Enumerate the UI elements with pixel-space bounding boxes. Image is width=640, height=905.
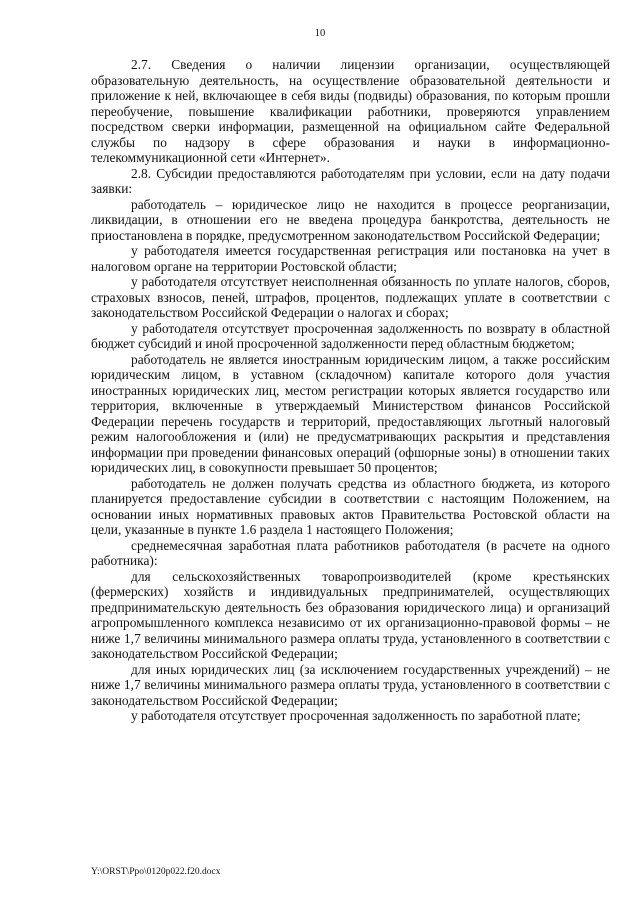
condition-budget-funds: работодатель не должен получать средства из областного бюджета, из которого планируется предоставление субсидии в соответствии с настоящим Положением, на основании иных нормативных правовых актов Правительства Ростовской области на цели, указанные в пункте 1.6 раздела 1 настоящего Положения; <box>91 475 610 537</box>
footer-file-path: Y:\ORST\Ppo\0120p022.f20.docx <box>91 867 221 877</box>
salary-agricultural: для сельскохозяйственных товаропроизводителей (кроме крестьянских (фермерских) хозяйств и индивидуальных предпринимателей, осуществляющих предпринимательскую деятельность без образования юридического лица) и организаций агропромышленного комплекса независимо от их организационно-правовой формы – не ниже 1,7 величины минимального размера оплаты труда, установленного в соответствии с законодательством Российской Федерации; <box>91 568 610 661</box>
condition-foreign-entity: работодатель не является иностранным юридическим лицом, а также российским юридическим лицом, в уставном (складочном) капитале которого доля участия иностранных юридических лиц, местом регистрации которых является государство или территория, включенные в утверждаемый Министерством финансов Российской Федерации перечень государств и территорий, предоставляющих льготный налоговый режим налогообложения и (или) не предусматривающих раскрытия и представления информации при проведении финансовых операций (офшорные зоны) в отношении таких юридических лиц, в совокупности превышает 50 процентов; <box>91 351 610 475</box>
condition-salary-debt: у работодателя отсутствует просроченная задолженность по заработной плате; <box>131 708 581 723</box>
condition-tax-obligations: у работодателя отсутствует неисполненная обязанность по уплате налогов, сборов, страховых взносов, пеней, штрафов, процентов, подлежащих уплате в соответствии с законодательством Российской Федерации о налогах и сборах; <box>91 274 610 320</box>
page-number: 10 <box>314 28 326 39</box>
salary-other-entities: для иных юридических лиц (за исключением государственных учреждений) – не ниже 1,7 величины минимального размера оплаты труда, установленного в соответствии с законодательством Российской Федерации; <box>91 661 610 708</box>
condition-registration: у работодателя имеется государственная регистрация или постановка на учет в налоговом органе на территории Ростовской области; <box>91 243 610 274</box>
condition-budget-debt: у работодателя отсутствует просроченная задолженность по возврату в областной бюджет субсидий и иной просроченной задолженности перед областным бюджетом; <box>91 320 610 351</box>
condition-reorganization: работодатель – юридическое лицо не находится в процессе реорганизации, ликвидации, в отношении его не введена процедура банкротства, деятельность не приостановлена в порядке, предусмотренном законодательством Российской Федерации; <box>91 196 610 243</box>
paragraph-2-7: 2.7. Сведения о наличии лицензии организации, осуществляющей образовательную деятельность, на осуществление образовательной деятельности и приложение к ней, включающее в себя виды (подвиды) образования, по которым прошли переобучение, повышение квалификации работники, проверяются управлением посредством сверки информации, размещенной на официальном сайте Федеральной службы по надзору в сфере образования и науки в информационно-телекоммуникационной сети «Интернет». <box>91 57 610 165</box>
document-body <box>91 57 610 724</box>
condition-average-salary: среднемесячная заработная плата работников работодателя (в расчете на одного работника): <box>91 537 610 568</box>
paragraph-2-8: 2.8. Субсидии предоставляются работодателям при условии, если на дату подачи заявки: <box>91 165 610 196</box>
